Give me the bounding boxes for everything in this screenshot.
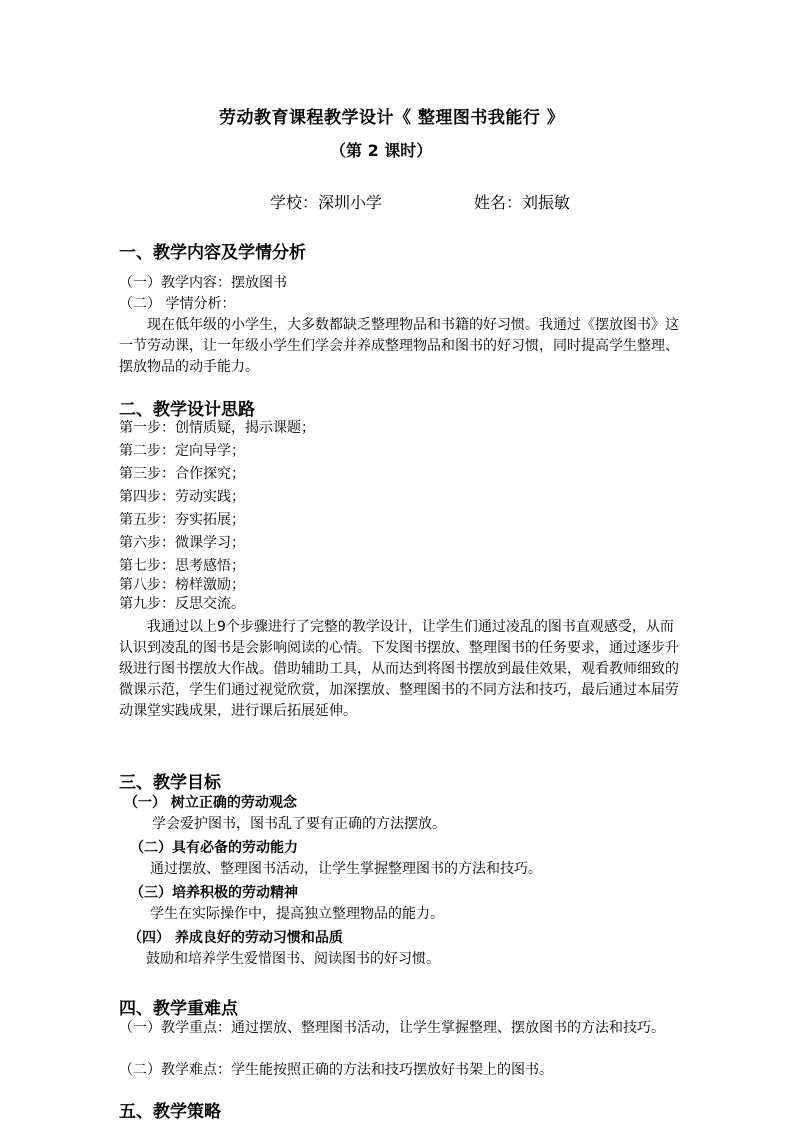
- analysis-paragraph: 现在低年级的小学生，大多数都缺乏整理物品和书籍的好习惯。我通过《摆放图书》这一节劳动课，让一年级小学生们学会并养成整理物品和图书的好习惯，同时提高学生整理、摆放物品的动手能力。: [119, 317, 679, 375]
- step-item: 第八步：榜样激励；: [119, 577, 245, 593]
- step-item: 第七步：思考感悟；: [119, 558, 245, 574]
- goal-text: 学生在实际操作中，提高独立整理物品的能力。: [150, 906, 444, 922]
- author-name: 姓名：刘振敏: [474, 193, 571, 212]
- goal-text: 鼓励和培养学生爱惜图书、阅读图书的好习惯。: [146, 951, 440, 967]
- step-item: 第二步：定向导学；: [119, 443, 245, 459]
- goal-text: 学会爱护图书，图书乱了要有正确的方法摆放。: [152, 816, 446, 832]
- step-item: 第三步：合作探究；: [119, 466, 245, 482]
- step-item: 第九步：反思交流。: [119, 596, 245, 612]
- step-item: 第六步：微课学习；: [119, 535, 245, 551]
- design-summary-paragraph: 我通过以上9个步骤进行了完整的教学设计，让学生们通过凌乱的图书直观感受，从而认识到凌乱的图书是会影响阅读的心情。下发图书摆放、整理图书的任务要求，通过逐步升级进行图书摆放大作战。借助辅助工具，从而达到将图书摆放到最佳效果，观看教师细致的微课示范，学生们通过视觉欣赏，加深摆放、整理图书的不同方法和技巧，最后通过本届劳动课堂实践成果，进行课后拓展延伸。: [119, 619, 679, 719]
- step-item: 第五步：夯实拓展；: [119, 512, 245, 528]
- goal-title: （三）培养积极的劳动精神: [130, 885, 298, 901]
- step-item: 第一步：创情质疑，揭示课题；: [119, 420, 315, 436]
- section-heading-teaching-strategy: 五、教学策略: [119, 1102, 221, 1122]
- difficulty-paragraph: （二）教学难点：学生能按照正确的方法和技巧摆放好书架上的图书。: [119, 1062, 553, 1078]
- section-heading-teaching-goals: 三、教学目标: [119, 773, 221, 793]
- goal-title: （四） 养成良好的劳动习惯和品质: [128, 930, 343, 946]
- teaching-content: （一）教学内容：摆放图书: [119, 275, 287, 291]
- section-heading-design-ideas: 二、教学设计思路: [119, 400, 255, 420]
- goal-title: （一） 树立正确的劳动观念: [124, 795, 297, 811]
- section-heading-key-difficulties: 四、教学重难点: [119, 999, 238, 1019]
- goal-text: 通过摆放、整理图书活动，让学生掌握整理图书的方法和技巧。: [150, 861, 542, 877]
- step-item: 第四步：劳动实践；: [119, 489, 245, 505]
- session-label: （第 2 课时）: [330, 141, 433, 160]
- analysis-label: （二） 学情分析：: [119, 296, 236, 312]
- key-point-paragraph: （一）教学重点：通过摆放、整理图书活动，让学生掌握整理、摆放图书的方法和技巧。: [119, 1020, 665, 1036]
- document-title: 劳动教育课程教学设计《 整理图书我能行 》: [219, 108, 565, 128]
- section-heading-content-analysis: 一、教学内容及学情分析: [119, 243, 306, 263]
- goal-title: （二）具有必备的劳动能力: [130, 840, 298, 856]
- school-label: 学校：深圳小学: [270, 193, 383, 212]
